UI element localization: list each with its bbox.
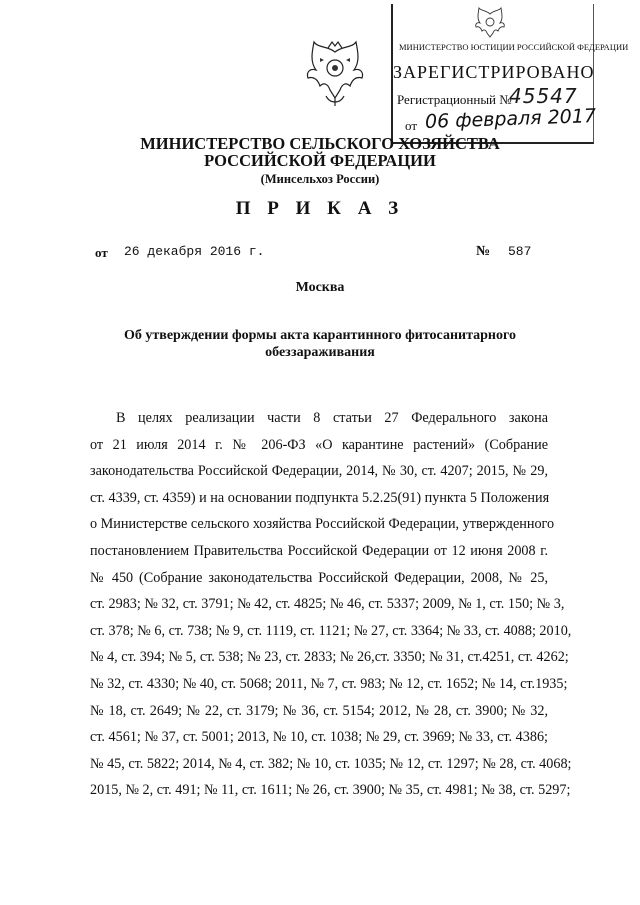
body-line: 2015, № 2, ст. 491; № 11, ст. 1611; № 26, ст. 3900; № 35, ст. 4981; № 38, ст. 5297; bbox=[90, 782, 571, 799]
body-line: постановлением Правительства Российской Федерации от 12 июня 2008 г. bbox=[90, 542, 548, 559]
stamp-ministry-name: МИНИСТЕРСТВО ЮСТИЦИИ РОССИЙСКОЙ ФЕДЕРАЦИИ bbox=[399, 42, 629, 52]
registration-stamp bbox=[391, 4, 629, 144]
body-line: № 45, ст. 5822; 2014, № 4, ст. 382; № 10, ст. 1035; № 12, ст. 1297; № 28, ст. 4068; bbox=[90, 755, 572, 772]
body-line: ст. 4339, ст. 4359) и на основании подпункта 5.2.25(91) пункта 5 Положения bbox=[90, 489, 550, 506]
ministry-title-line1: МИНИСТЕРСТВО СЕЛЬСКОГО ХОЗЯЙСТВА bbox=[140, 134, 500, 153]
subject-line1: Об утверждении формы акта карантинного фитосанитарного bbox=[124, 328, 516, 343]
stamp-registered-label: ЗАРЕГИСТРИРОВАНО bbox=[393, 62, 595, 82]
order-date: 26 декабря 2016 г. bbox=[124, 244, 265, 259]
stamp-date-prefix: от bbox=[405, 118, 418, 133]
body-line: ст. 4561; № 37, ст. 5001; 2013, № 10, ст. 1038; № 29, ст. 3969; № 33, ст. 4386; bbox=[90, 729, 548, 746]
coat-of-arms-icon bbox=[300, 38, 370, 110]
order-number-label: № bbox=[476, 244, 491, 259]
body-line: № 18, ст. 2649; № 22, ст. 3179; № 36, ст. 5154; 2012, № 28, ст. 3900; № 32, bbox=[90, 702, 548, 719]
ministry-title-line2: РОССИЙСКОЙ ФЕДЕРАЦИИ bbox=[204, 151, 436, 170]
stamp-emblem-icon bbox=[471, 6, 509, 40]
body-line: № 32, ст. 4330; № 40, ст. 5068; 2011, № 7, ст. 983; № 12, ст. 1652; № 14, ст.1935; bbox=[90, 675, 568, 692]
body-line: от 21 июля 2014 г. № 206-ФЗ «О карантине растений» (Собрание bbox=[90, 436, 548, 453]
stamp-reg-number: 45547 bbox=[509, 84, 578, 108]
body-line: о Министерстве сельского хозяйства Российской Федерации, утвержденного bbox=[90, 516, 555, 533]
body-line: В целях реализации части 8 статьи 27 Федерального закона bbox=[116, 410, 548, 426]
body-text bbox=[90, 405, 572, 804]
body-line: № 450 (Собрание законодательства Российской Федерации, 2008, № 25, bbox=[90, 569, 548, 586]
stamp-date-handwritten: 06 февраля 2017 bbox=[424, 105, 597, 133]
stamp-reg-label: Регистрационный № bbox=[397, 92, 512, 107]
order-number: 587 bbox=[508, 244, 532, 259]
body-line: законодательства Российской Федерации, 2014, № 30, ст. 4207; 2015, № 29, bbox=[90, 463, 548, 480]
body-line: ст. 378; № 6, ст. 738; № 9, ст. 1119, ст. 1121; № 27, ст. 3364; № 33, ст. 4088; 2010, bbox=[90, 622, 572, 639]
city: Москва bbox=[295, 280, 345, 295]
document-type-title: П Р И К А З bbox=[235, 198, 405, 219]
order-date-label: от bbox=[95, 245, 108, 260]
ministry-short-name: (Минсельхоз России) bbox=[260, 172, 380, 186]
body-line: № 4, ст. 394; № 5, ст. 538; № 23, ст. 2833; № 26,ст. 3350; № 31, ст.4251, ст. 4262; bbox=[90, 649, 569, 666]
subject-line2: обеззараживания bbox=[265, 345, 375, 360]
body-line: ст. 2983; № 32, ст. 3791; № 42, ст. 4825; № 46, ст. 5337; 2009, № 1, ст. 150; № 3, bbox=[90, 596, 565, 613]
